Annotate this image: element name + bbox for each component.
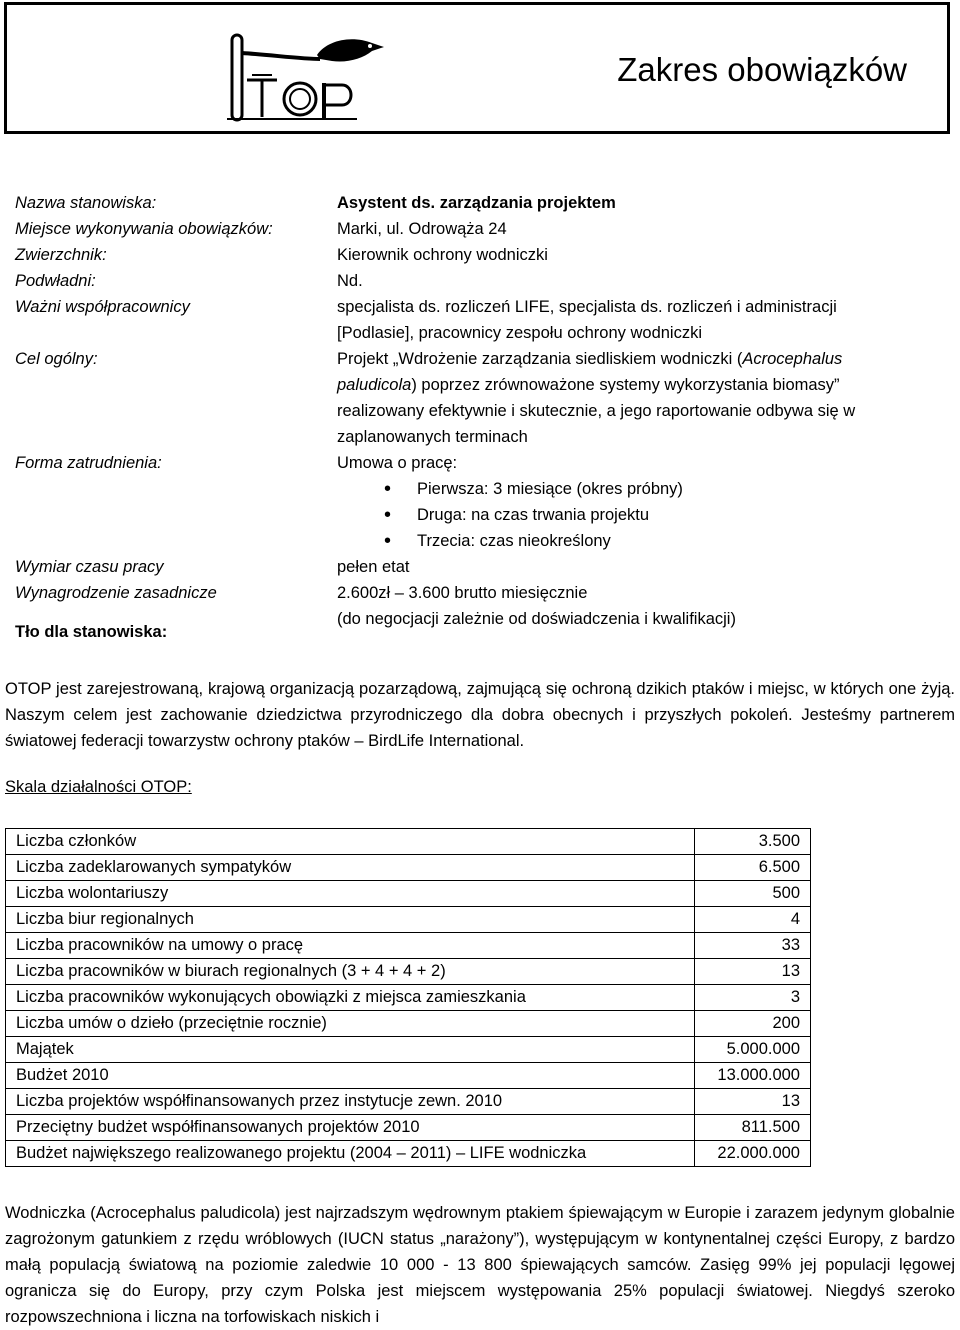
- stat-label: Liczba pracowników w biurach regionalnych (3 + 4 + 4 + 2): [6, 959, 695, 985]
- employment-item: • Trzecia: czas nieokreślony: [417, 528, 955, 554]
- goal-latin: paludicola: [337, 376, 412, 394]
- wodniczka-paragraph: Wodniczka (Acrocephalus paludicola) jest najrzadszym wędrownym ptakiem śpiewającym w Europie i zarazem jedynym globalnie zagrożonym gatunkiem z rzędu wróblowych (IUCN status „narażony”), występującym w kontynentalnej części Europy, z bardzo małą populacją światową na poziomie zaledwie 10 000 - 13 800 śpiewających samców. Zasięg 99% jej populacji lęgowej ogranicza się do Europy, przy czym Polska jest miejscem występowania 25% populacji światowej. Niegdyś szeroko rozpowszechniona i liczna na torfowiskach niskich i: [5, 1204, 955, 1326]
- subordinates-value: Nd.: [337, 272, 363, 290]
- position-row: [15, 190, 955, 216]
- salary-label: Wynagrodzenie zasadnicze: [15, 584, 217, 602]
- stat-value: 6.500: [695, 855, 811, 881]
- stat-value: 13: [695, 959, 811, 985]
- stat-value: 200: [695, 1011, 811, 1037]
- salary-value: [337, 580, 955, 632]
- stat-label: Liczba zadeklarowanych sympatyków: [6, 855, 695, 881]
- position-value: Asystent ds. zarządzania projektem: [337, 194, 616, 212]
- table-row: [6, 907, 811, 933]
- employment-item: • Druga: na czas trwania projektu: [417, 502, 955, 528]
- partners-value-line: [Podlasie], pracownicy zespołu ochrony wodniczki: [337, 324, 703, 342]
- partners-value-line: specjalista ds. rozliczeń LIFE, specjalista ds. rozliczeń i administracji: [337, 298, 837, 316]
- table-row: [6, 881, 811, 907]
- employment-value: [337, 450, 955, 554]
- table-row: [6, 1037, 811, 1063]
- table-row: [6, 1141, 811, 1167]
- table-row: [6, 1089, 811, 1115]
- background-paragraph: OTOP jest zarejestrowaną, krajową organizacją pozarządową, zajmującą się ochroną dzikich ptaków i miejsc, w których one żyją. Naszym celem jest zachowanie dziedzictwa przyrodniczego dla dobra obecnych i przyszłych pokoleń. Jesteśmy partnerem światowej federacji towarzystw ochrony ptaków – BirdLife International.: [5, 680, 955, 750]
- partners-value: [337, 294, 955, 346]
- stat-label: Przeciętny budżet współfinansowanych projektów 2010: [6, 1115, 695, 1141]
- goal-line: [337, 372, 955, 398]
- table-row: [6, 933, 811, 959]
- stat-value: 13: [695, 1089, 811, 1115]
- supervisor-value: Kierownik ochrony wodniczki: [337, 246, 548, 264]
- goal-line: realizowany efektywnie i skutecznie, a jego raportowanie odbywa się w: [337, 402, 856, 420]
- employment-list: [337, 476, 955, 554]
- stat-value: 811.500: [695, 1115, 811, 1141]
- table-row: [6, 1115, 811, 1141]
- header-box: [4, 2, 950, 134]
- goal-value: [337, 346, 955, 450]
- stat-value: 22.000.000: [695, 1141, 811, 1167]
- stat-label: Liczba projektów współfinansowanych przez instytucje zewn. 2010: [6, 1089, 695, 1115]
- goal-label: Cel ogólny:: [15, 350, 98, 368]
- stat-label: Liczba pracowników na umowy o pracę: [6, 933, 695, 959]
- table-row: [6, 829, 811, 855]
- stat-value: 33: [695, 933, 811, 959]
- stat-value: 13.000.000: [695, 1063, 811, 1089]
- subordinates-label: Podwładni:: [15, 272, 96, 290]
- salary-line: (do negocjacji zależnie od doświadczenia i kwalifikacji): [337, 610, 736, 628]
- background-title: Tło dla stanowiska:: [15, 623, 168, 641]
- goal-latin: Acrocephalus: [742, 350, 843, 368]
- document-title: Zakres obowiązków: [617, 51, 907, 88]
- stat-label: Liczba umów o dzieło (przeciętnie rocznie): [6, 1011, 695, 1037]
- subordinates-row: [15, 268, 955, 294]
- stat-value: 3.500: [695, 829, 811, 855]
- table-row: [6, 1063, 811, 1089]
- stat-label: Liczba biur regionalnych: [6, 907, 695, 933]
- goal-row: [15, 346, 955, 450]
- goal-line: [337, 346, 955, 372]
- stat-label: Budżet największego realizowanego projektu (2004 – 2011) – LIFE wodniczka: [6, 1141, 695, 1167]
- location-label: Miejsce wykonywania obowiązków:: [15, 220, 273, 238]
- employment-label: Forma zatrudnienia:: [15, 454, 162, 472]
- otop-bird-logo: [222, 25, 402, 125]
- partners-label: Ważni współpracownicy: [15, 298, 190, 316]
- location-row: [15, 216, 955, 242]
- position-label: Nazwa stanowiska:: [15, 194, 157, 212]
- worktime-row: [15, 554, 955, 580]
- partners-row: [15, 294, 955, 346]
- stat-label: Budżet 2010: [6, 1063, 695, 1089]
- stat-value: 5.000.000: [695, 1037, 811, 1063]
- supervisor-label: Zwierzchnik:: [15, 246, 107, 264]
- stat-value: 3: [695, 985, 811, 1011]
- stat-label: Liczba członków: [6, 829, 695, 855]
- employment-row: [15, 450, 955, 554]
- location-value: Marki, ul. Odrowąża 24: [337, 220, 507, 238]
- table-row: [6, 959, 811, 985]
- employment-type: Umowa o pracę:: [337, 454, 458, 472]
- stat-label: Liczba wolontariuszy: [6, 881, 695, 907]
- goal-text: Projekt „Wdrożenie zarządzania siedliskiem wodniczki (: [337, 350, 743, 368]
- stat-label: Majątek: [6, 1037, 695, 1063]
- job-info: [15, 190, 955, 632]
- worktime-label: Wymiar czasu pracy: [15, 558, 164, 576]
- worktime-value: pełen etat: [337, 558, 410, 576]
- table-row: [6, 985, 811, 1011]
- goal-line: zaplanowanych terminach: [337, 428, 528, 446]
- supervisor-row: [15, 242, 955, 268]
- scale-title: Skala działalności OTOP:: [5, 778, 192, 796]
- table-row: [6, 1011, 811, 1037]
- stat-value: 500: [695, 881, 811, 907]
- salary-line: 2.600zł – 3.600 brutto miesięcznie: [337, 584, 588, 602]
- table-row: [6, 855, 811, 881]
- employment-item: • Pierwsza: 3 miesiące (okres próbny): [417, 476, 955, 502]
- goal-text: ) poprzez zrównoważone systemy wykorzystania biomasy”: [411, 376, 840, 394]
- stat-label: Liczba pracowników wykonujących obowiązki z miejsca zamieszkania: [6, 985, 695, 1011]
- stat-value: 4: [695, 907, 811, 933]
- stats-table: [5, 828, 811, 1167]
